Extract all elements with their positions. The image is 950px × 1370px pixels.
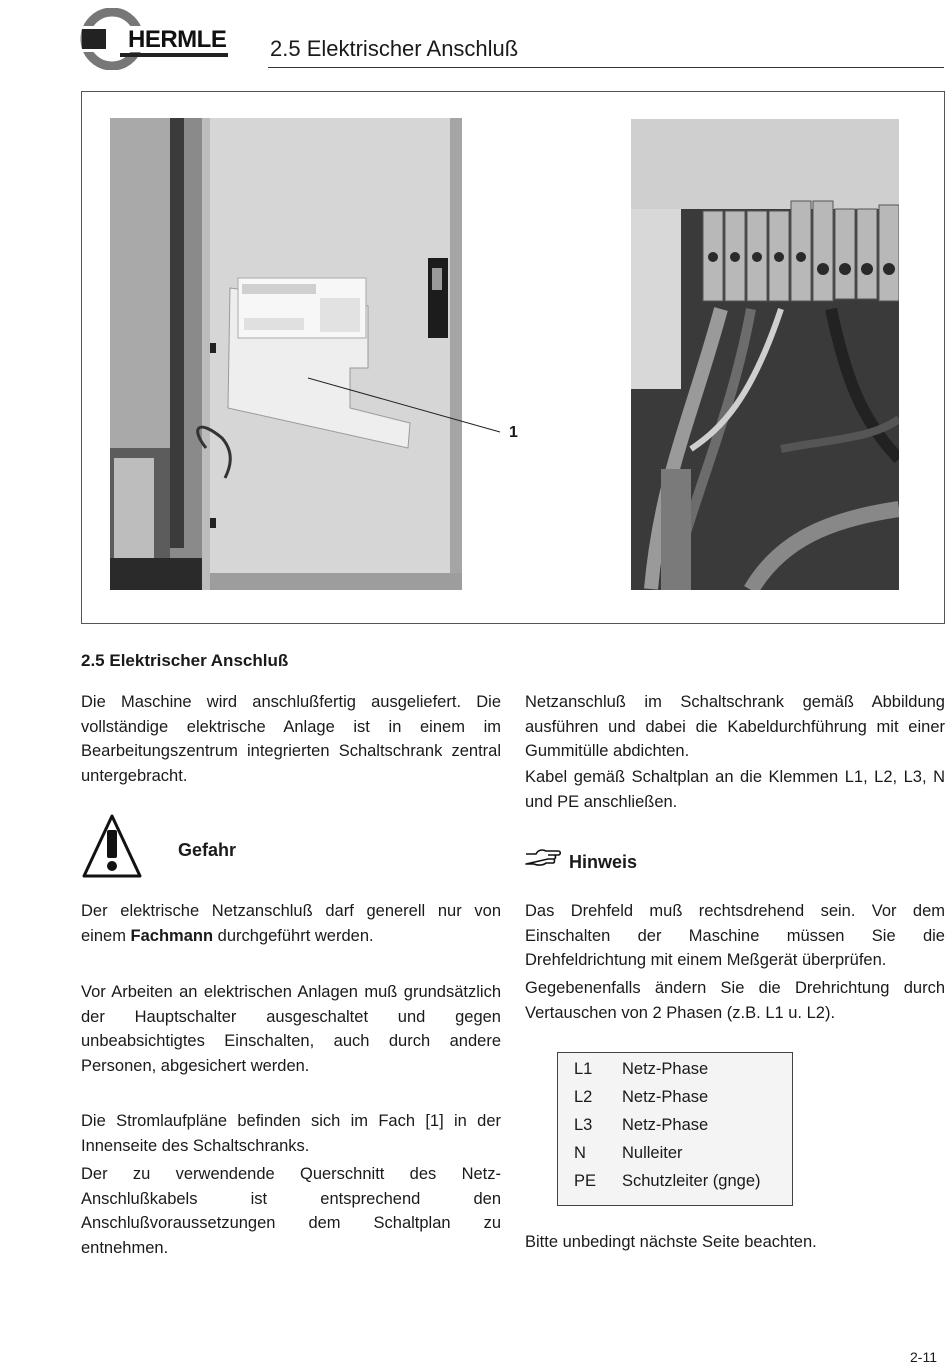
logo-wordmark: HERMLE bbox=[128, 26, 227, 53]
wiring-plans-paragraph: Die Stromlaufpläne befinden sich im Fach [1] in der Innenseite des Schaltschranks. bbox=[81, 1112, 501, 1155]
phase-name: Netz-Phase bbox=[622, 1116, 709, 1134]
pointing-hand-icon bbox=[524, 846, 562, 868]
header-divider bbox=[268, 67, 944, 68]
phase-name: Netz-Phase bbox=[622, 1088, 709, 1106]
rotation-paragraph: Das Drehfeld muß rechtsdrehend sein. Vor dem Einschalten der Maschine müssen Sie die Drehfeldrichtung mit einem Meßgerät überprüfen. bbox=[525, 902, 945, 969]
switch-cabinet-door-photo bbox=[110, 118, 462, 590]
phase-name: Nulleiter bbox=[622, 1144, 683, 1162]
safety-paragraph: Vor Arbeiten an elektrischen Anlagen muß grundsätzlich der Hauptschalter ausgeschaltet und gegen unbeabsichtigtes Einschalten, auch durch andere Personen, abgesichert werden. bbox=[81, 983, 501, 1075]
phase-code: N bbox=[574, 1144, 586, 1162]
danger-warning-icon bbox=[80, 812, 144, 882]
hint-label: Hinweis bbox=[569, 852, 638, 872]
danger-label: Gefahr bbox=[178, 840, 237, 860]
phase-table bbox=[557, 1052, 793, 1206]
terminals-paragraph: Kabel gemäß Schaltplan an die Klemmen L1, L2, L3, N und PE anschließen. bbox=[525, 768, 945, 811]
phase-name: Netz-Phase bbox=[622, 1060, 709, 1078]
danger-text-start: Der elektrische Netzanschluß darf generell nur von einem bbox=[81, 902, 501, 945]
danger-paragraph bbox=[81, 899, 501, 948]
phase-code: L1 bbox=[574, 1060, 593, 1078]
closing-note: Bitte unbedingt nächste Seite beachten. bbox=[525, 1233, 817, 1251]
callout-label: 1 bbox=[509, 424, 518, 441]
danger-text-end: durchgeführt werden. bbox=[213, 926, 374, 945]
danger-text-emphasis: Fachmann bbox=[130, 926, 214, 945]
phase-name: Schutzleiter (gnge) bbox=[622, 1172, 761, 1190]
page-number: 2-11 bbox=[910, 1349, 937, 1365]
phase-swap-paragraph: Gegebenenfalls ändern Sie die Drehrichtung durch Vertauschen von 2 Phasen (z.B. L1 u. L2). bbox=[525, 979, 945, 1022]
intro-paragraph: Die Maschine wird anschlußfertig ausgeliefert. Die vollständige elektrische Anlage ist in einem im Bearbeitungszentrum integrierten Schaltschrank zentral untergebracht. bbox=[81, 693, 501, 785]
section-heading: 2.5 Elektrischer Anschluß bbox=[81, 651, 289, 670]
connection-paragraph: Netzanschluß im Schaltschrank gemäß Abbildung ausführen und dabei die Kabeldurchführung mit einer Gummitülle abdichten. bbox=[525, 693, 945, 760]
cable-cross-section-paragraph: Der zu verwendende Querschnitt des Netz-Anschlußkabels ist entsprechend den Anschlußvoraussetzungen dem Schaltplan zu entnehmen. bbox=[81, 1165, 501, 1257]
page-header-title: 2.5 Elektrischer Anschluß bbox=[270, 36, 519, 61]
phase-code: L3 bbox=[574, 1116, 593, 1134]
phase-code: L2 bbox=[574, 1088, 593, 1106]
terminal-block-photo bbox=[631, 119, 899, 590]
callout-leader-line bbox=[300, 370, 510, 440]
phase-code: PE bbox=[574, 1172, 597, 1190]
